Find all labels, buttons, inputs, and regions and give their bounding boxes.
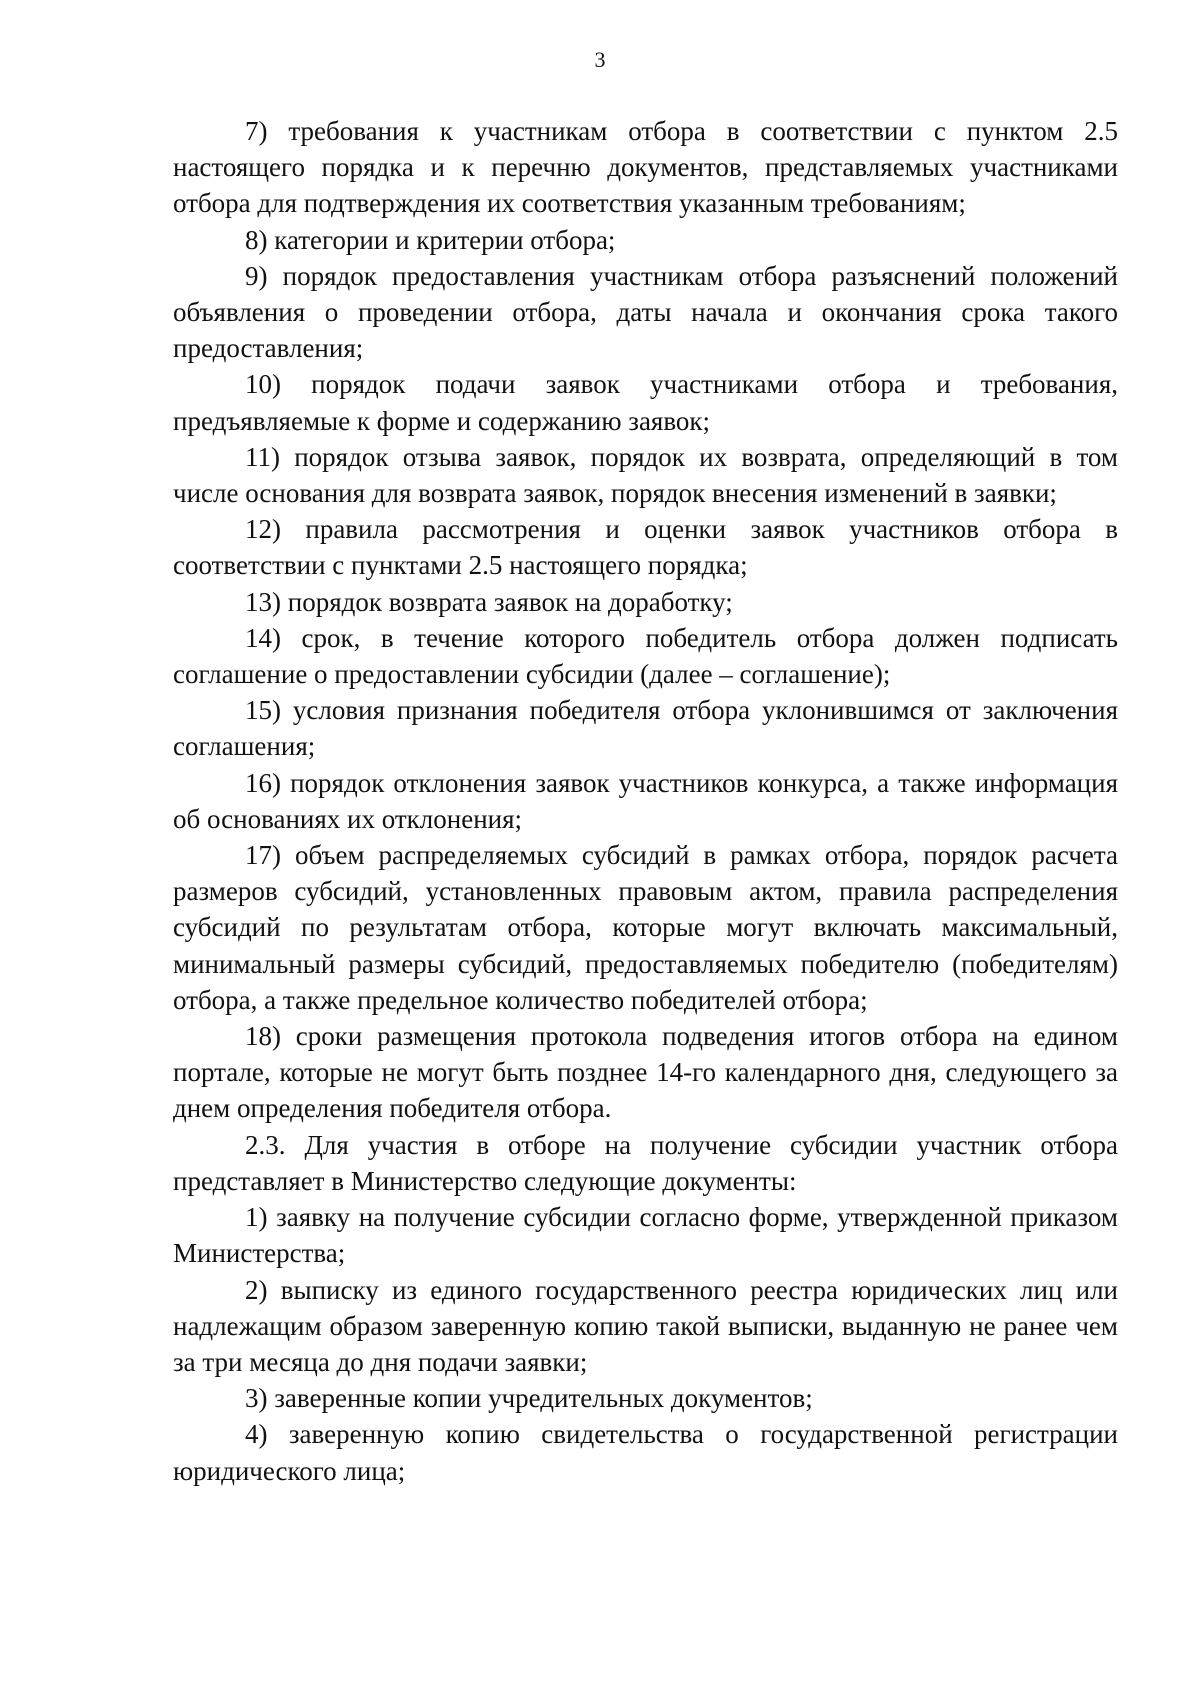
- list-item-11: 11) порядок отзыва заявок, порядок их возврата, определяющий в том числе основания для возврата заявок, порядок внесения изменений в заявки;: [173, 441, 1118, 509]
- list-item-15: 15) условия признания победителя отбора уклонившимся от заключения соглашения;: [173, 695, 1118, 762]
- document-item-1: 1) заявку на получение субсидии согласно форме, утвержденной приказом Министерства;: [173, 1202, 1118, 1269]
- list-item-8: 8) категории и критерии отбора;: [245, 224, 616, 255]
- document-item-3: 3) заверенные копии учредительных документов;: [245, 1383, 813, 1414]
- list-item-16: 16) порядок отклонения заявок участников конкурса, а также информация об основаниях их отклонения;: [173, 767, 1118, 834]
- page-number: 3: [594, 47, 606, 72]
- document-body: [173, 113, 1118, 1489]
- list-item-13: 13) порядок возврата заявок на доработку;: [245, 586, 733, 617]
- list-item-9: 9) порядок предоставления участникам отбора разъяснений положений объявления о проведении отбора, даты начала и окончания срока такого предоставления;: [173, 260, 1118, 364]
- document-item-2: 2) выписку из единого государственного реестра юридических лиц или надлежащим образом заверенную копию такой выписки, выданную не ранее чем за три месяца до дня подачи заявки;: [173, 1274, 1118, 1377]
- list-item-7: 7) требования к участникам отбора в соответствии с пунктом 2.5 настоящего порядка и к перечню документов, представляемых участниками отбора для подтверждения их соответствия указанным требованиям;: [173, 116, 1118, 219]
- list-item-18: 18) сроки размещения протокола подведения итогов отбора на едином портале, которые не могут быть позднее 14-го календарного дня, следующего за днем определения победителя отбора.: [173, 1021, 1118, 1124]
- section-2-3-paragraph: 2.3. Для участия в отборе на получение субсидии участник отбора представляет в Министерство следующие документы:: [173, 1129, 1118, 1196]
- list-item-17: 17) объем распределяемых субсидий в рамках отбора, порядок расчета размеров субсидий, установленных правовым актом, правила распределения субсидий по результатам отбора, которые могут включать максимальный, минимальный размеры субсидий, предоставляемых победителю (победителям) отбора, а также предельное количество победителей отбора;: [173, 840, 1118, 1015]
- list-item-10: 10) порядок подачи заявок участниками отбора и требования, предъявляемые к форме и содержанию заявок;: [173, 369, 1118, 436]
- list-item-14: 14) срок, в течение которого победитель отбора должен подписать соглашение о предоставлении субсидии (далее – соглашение);: [173, 622, 1118, 690]
- document-item-4: 4) заверенную копию свидетельства о государственной регистрации юридического лица;: [173, 1419, 1118, 1486]
- list-item-12: 12) правила рассмотрения и оценки заявок участников отбора в соответствии с пунктами 2.5 настоящего порядка;: [173, 514, 1118, 581]
